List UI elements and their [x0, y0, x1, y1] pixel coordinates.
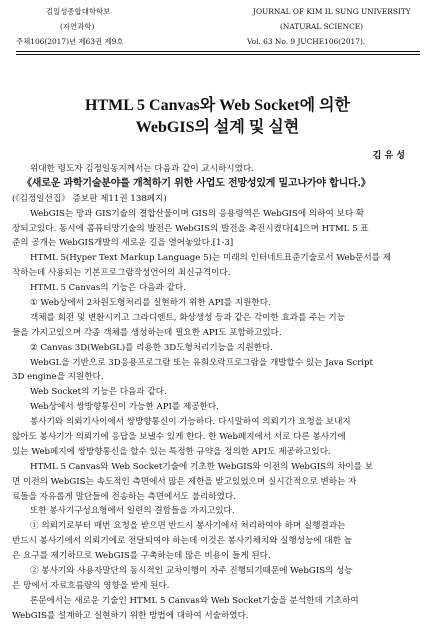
quotation-line: 《새로운 과학기술분야를 개척하기 위한 사업도 전망성있게 밀고나가야 합니다.》 — [22, 177, 371, 189]
body-line: 들을 가지고있으며 각종 객체를 생성하는데 필요한 API도 포함하고있다. — [12, 327, 282, 338]
body-line: WebGIS는 망과 GIS기술의 결합산물이며 GIS의 응용령역은 WebGIS에 의하여 보다 확 — [30, 208, 365, 219]
header-rule-top — [16, 51, 420, 52]
body-line: (《김정일선집》 증보판 제11권 138페지) — [12, 193, 167, 204]
body-line: 또한 봉사기구성요형에서 일련의 결함들을 가지고있다. — [30, 506, 235, 517]
journal-section-korean: (자연과학) — [60, 22, 95, 31]
body-line: 않아도 봉사기가 의뢰기에 응답을 보낼수 있게 한다. 한 Web페지에서 서로 다른 봉사기에 — [12, 432, 346, 443]
body-line: HTML 5 Canvas의 기능은 다음과 같다. — [30, 283, 186, 294]
body-line: 3D engine을 지원한다. — [12, 372, 104, 383]
body-line: Web상에서 쌍방향통신이 가능한 API를 제공한다. — [30, 402, 219, 413]
body-line: 위대한 령도자 김정일동지께서는 다음과 같이 교시하시였다. — [30, 164, 254, 174]
paper-title-line-1: HTML 5 Canvas와 Web Socket에 의한 — [85, 97, 350, 114]
body-line: 론문에서는 새로운 기술인 HTML 5 Canvas와 Web Socket기술을 분석한데 기초하여 — [30, 595, 359, 606]
paper-title-line-2: WebGIS의 설계 및 실현 — [135, 119, 300, 136]
body-line: ② 봉사기와 사용자말단의 동시적인 교차이행이 자주 진행되기때문에 WebGIS의 성능 — [30, 566, 353, 577]
header-rule-bottom — [16, 54, 420, 55]
journal-name-english: JOURNAL OF KIM IL SUNG UNIVERSITY — [253, 7, 411, 16]
body-line: HTML 5 Canvas와 Web Socket기술에 기초한 WebGIS와 이전의 WebGIS의 차이를 보 — [30, 461, 374, 472]
body-line: 은 요구를 제기하므로 WebGIS를 구축하는데 많은 비용이 들게 된다. — [12, 551, 271, 562]
body-line: 장되고있다. 동시에 콤퓨터망기술의 발전은 WebGIS의 발전을 촉진시켰다[4]으며 HTML 5 표 — [12, 223, 369, 234]
body-line: 작하는데 사용되는 기본프로그람작성언어의 최신규격이다. — [12, 268, 231, 279]
body-line: 면 이전의 WebGIS는 속도적인 측면에서 많은 제한을 받고있었으며 실시간적으로 변하는 자 — [12, 476, 357, 487]
body-line: 반드시 봉사기에서 의뢰기에로 전달되여야 하는데 이것은 봉사기체치와 실행성능에 대한 높 — [12, 536, 353, 547]
journal-volume-english: Vol. 63 No. 9 JUCHE106(2017). — [247, 37, 366, 46]
journal-volume-korean: 주체106(2017)년 제63권 제9호 — [16, 37, 124, 46]
body-line: HTML 5(Hyper Text Markup Language 5)는 미래의 인터네트표준기술로서 Web문서를 제 — [30, 253, 391, 264]
body-line: ① Web상에서 2차원도형처리를 실현하기 위한 API를 지원한다. — [30, 298, 271, 309]
body-line: ① 의뢰기로부터 매번 요청을 받으면 반드시 봉사기에서 처리하여야 하며 실행결과는 — [30, 521, 346, 532]
body-line: WebGL을 기반으로 3D응용프로그람 또는 유희오락프로그람을 개발할수 있는 Java Script — [30, 357, 374, 368]
body-line: ② Canvas 3D(WebGL)를 리용한 3D도형처리기능을 지원한다. — [30, 342, 273, 353]
body-line: 료들을 자유롭게 말단들에 전송하는 측면에서도 불리하였다. — [12, 491, 236, 502]
body-line: Web Socket의 기능은 다음과 같다. — [30, 387, 167, 398]
paper-author: 김 유 성 — [372, 151, 405, 161]
body-line: 있는 Web페지에 쌍방향통신을 할수 있는 특정한 규약을 정의한 API도 제공하고있다. — [12, 446, 331, 457]
body-line: 준의 공개는 WebGIS개발의 새로운 길을 열어놓았다.[1-3] — [12, 238, 234, 249]
paper-body — [12, 162, 423, 624]
body-line: WebGIS를 설계하고 실현하기 위한 방법에 대하여 서술하였다. — [12, 610, 249, 621]
body-line: 봉사기와 의뢰기사이에서 쌍방향통신이 가능하다. 다시말하여 의뢰기가 요청을 보내지 — [30, 417, 351, 428]
journal-name-korean: 김일성종합대학학보 — [46, 7, 111, 16]
journal-section-english: (NATURAL SCIENCE) — [280, 22, 364, 31]
body-line: 은 망에서 자료흐름량의 영향을 받게 된다. — [12, 580, 170, 591]
body-line: 객체를 회전 및 변환시키고 그라디엔트, 화상생성 등과 같은 각이한 효과를 주는 기능 — [30, 312, 346, 323]
